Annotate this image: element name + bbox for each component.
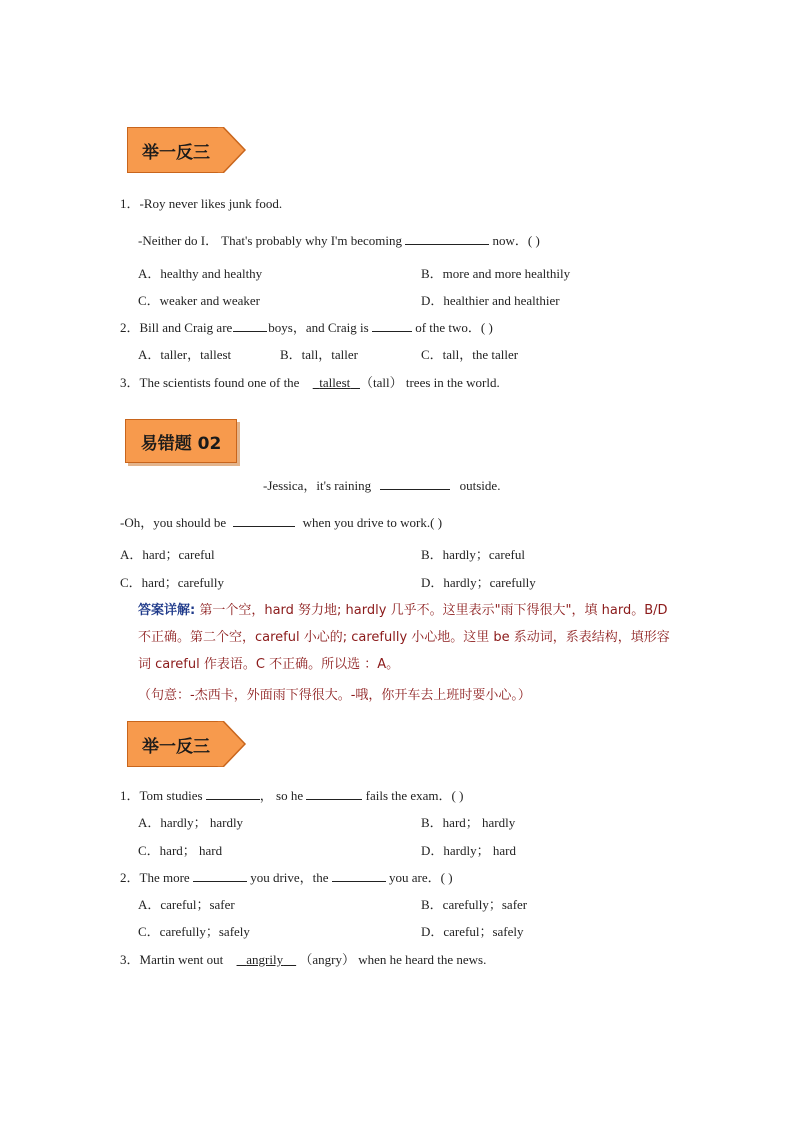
option-d[interactable]: D．healthier and healthier [421, 293, 560, 308]
option-d[interactable]: D．hardly； hard [421, 843, 516, 858]
q2-line [120, 317, 493, 336]
question-text: now．( ) [492, 233, 540, 248]
filled-answer [237, 952, 297, 967]
question-text: fails the exam．( ) [365, 788, 464, 803]
answer-blank[interactable] [372, 319, 412, 332]
question-text: outside. [459, 478, 501, 493]
section-tag-3 [127, 721, 247, 767]
s3-q3-line [120, 949, 486, 968]
section-tag-label: 举一反三 [127, 127, 217, 173]
section-tag-label: 易错题 02 [140, 433, 222, 454]
question-text: of the two．( ) [415, 320, 493, 335]
option-b[interactable]: B．tall，taller [280, 347, 358, 362]
option-c[interactable]: C．hard； hard [138, 843, 223, 858]
question-text: -Jessica，it's raining [263, 478, 372, 493]
option-d[interactable]: D．careful；safely [421, 924, 524, 939]
option-a[interactable]: A．hard；careful [120, 547, 215, 562]
s2-line2 [120, 512, 442, 531]
question-text: Martin went out [139, 952, 224, 967]
option-d[interactable]: D．hardly；carefully [421, 575, 536, 590]
section-tag-label: 举一反三 [127, 721, 217, 767]
answer-text: angrily [246, 952, 284, 967]
answer-blank[interactable] [233, 319, 267, 332]
q1-line1 [120, 193, 282, 212]
question-text: The scientists found one of the [139, 375, 300, 390]
s3-q1-line [120, 785, 463, 804]
q1-line2 [138, 230, 540, 249]
option-a[interactable]: A．hardly； hardly [138, 815, 244, 830]
option-a[interactable]: A．healthy and healthy [138, 266, 263, 281]
option-c[interactable]: C．weaker and weaker [138, 293, 260, 308]
question-number: 2． [120, 870, 140, 885]
explanation-label: 答案详解: [138, 603, 196, 618]
section-tag-1 [127, 127, 247, 173]
answer-blank[interactable] [233, 514, 295, 527]
translation-line: （句意：-杰西卡，外面雨下得很大。-哦，你开车去上班时要小心。） [138, 688, 531, 703]
q3-line [120, 372, 500, 391]
question-text: -Neither do I． That's probably why I'm becoming [138, 233, 403, 248]
option-c[interactable]: C．carefully；safely [138, 924, 250, 939]
option-b[interactable]: B．hard； hardly [421, 815, 516, 830]
question-number: 1． [120, 788, 140, 803]
answer-blank[interactable] [206, 787, 260, 800]
question-text: Bill and Craig are [139, 320, 233, 335]
option-b[interactable]: B．hardly；careful [421, 547, 525, 562]
option-a[interactable]: A．taller，tallest [138, 347, 232, 362]
explanation-text: 第一个空，hard 努力地; hardly 几乎不。这里表示"雨下得很大"，填 hard。B/D [195, 603, 668, 618]
answer-blank[interactable] [380, 477, 450, 490]
explanation-line-3: 词 careful 作表语。C 不正确。所以选 ：A。 [138, 657, 400, 672]
option-c[interactable]: C．hard；carefully [120, 575, 224, 590]
s3-q2-line [120, 867, 453, 886]
question-text: you drive，the [250, 870, 329, 885]
question-number: 2． [120, 320, 140, 335]
explanation-line-1 [138, 599, 668, 618]
s2-line1 [263, 475, 500, 494]
question-text: Tom studies [139, 788, 203, 803]
answer-blank[interactable] [332, 869, 386, 882]
answer-blank[interactable] [306, 787, 362, 800]
option-b[interactable]: B．more and more healthily [421, 266, 571, 281]
question-number: 3． [120, 952, 140, 967]
answer-blank[interactable] [193, 869, 247, 882]
question-text: The more [139, 870, 190, 885]
question-text: -Oh，you should be [120, 515, 227, 530]
option-c[interactable]: C．tall，the taller [421, 347, 519, 362]
question-text: boys，and Craig is [268, 320, 369, 335]
option-b[interactable]: B．carefully；safer [421, 897, 528, 912]
question-text: -Roy never likes junk food. [139, 196, 283, 211]
answer-text: tallest [319, 375, 351, 390]
question-number: 3． [120, 375, 140, 390]
question-text: you are．( ) [389, 870, 453, 885]
question-text: （angry） when he heard the news. [299, 952, 487, 967]
question-text: ， so he [259, 788, 304, 803]
answer-blank[interactable] [405, 232, 489, 245]
tag-arrow-icon [217, 127, 247, 173]
explanation-line-2: 不正确。第二个空，careful 小心的; carefully 小心地。这里 be 系动词，系表结构，填形容 [138, 630, 670, 645]
tag-arrow-icon [217, 721, 247, 767]
question-text: when you drive to work.( ) [302, 515, 443, 530]
option-a[interactable]: A．careful；safer [138, 897, 235, 912]
section-tag-2 [125, 419, 237, 463]
question-text: （tall） trees in the world. [360, 375, 500, 390]
question-number: 1． [120, 196, 140, 211]
filled-answer [313, 375, 360, 390]
